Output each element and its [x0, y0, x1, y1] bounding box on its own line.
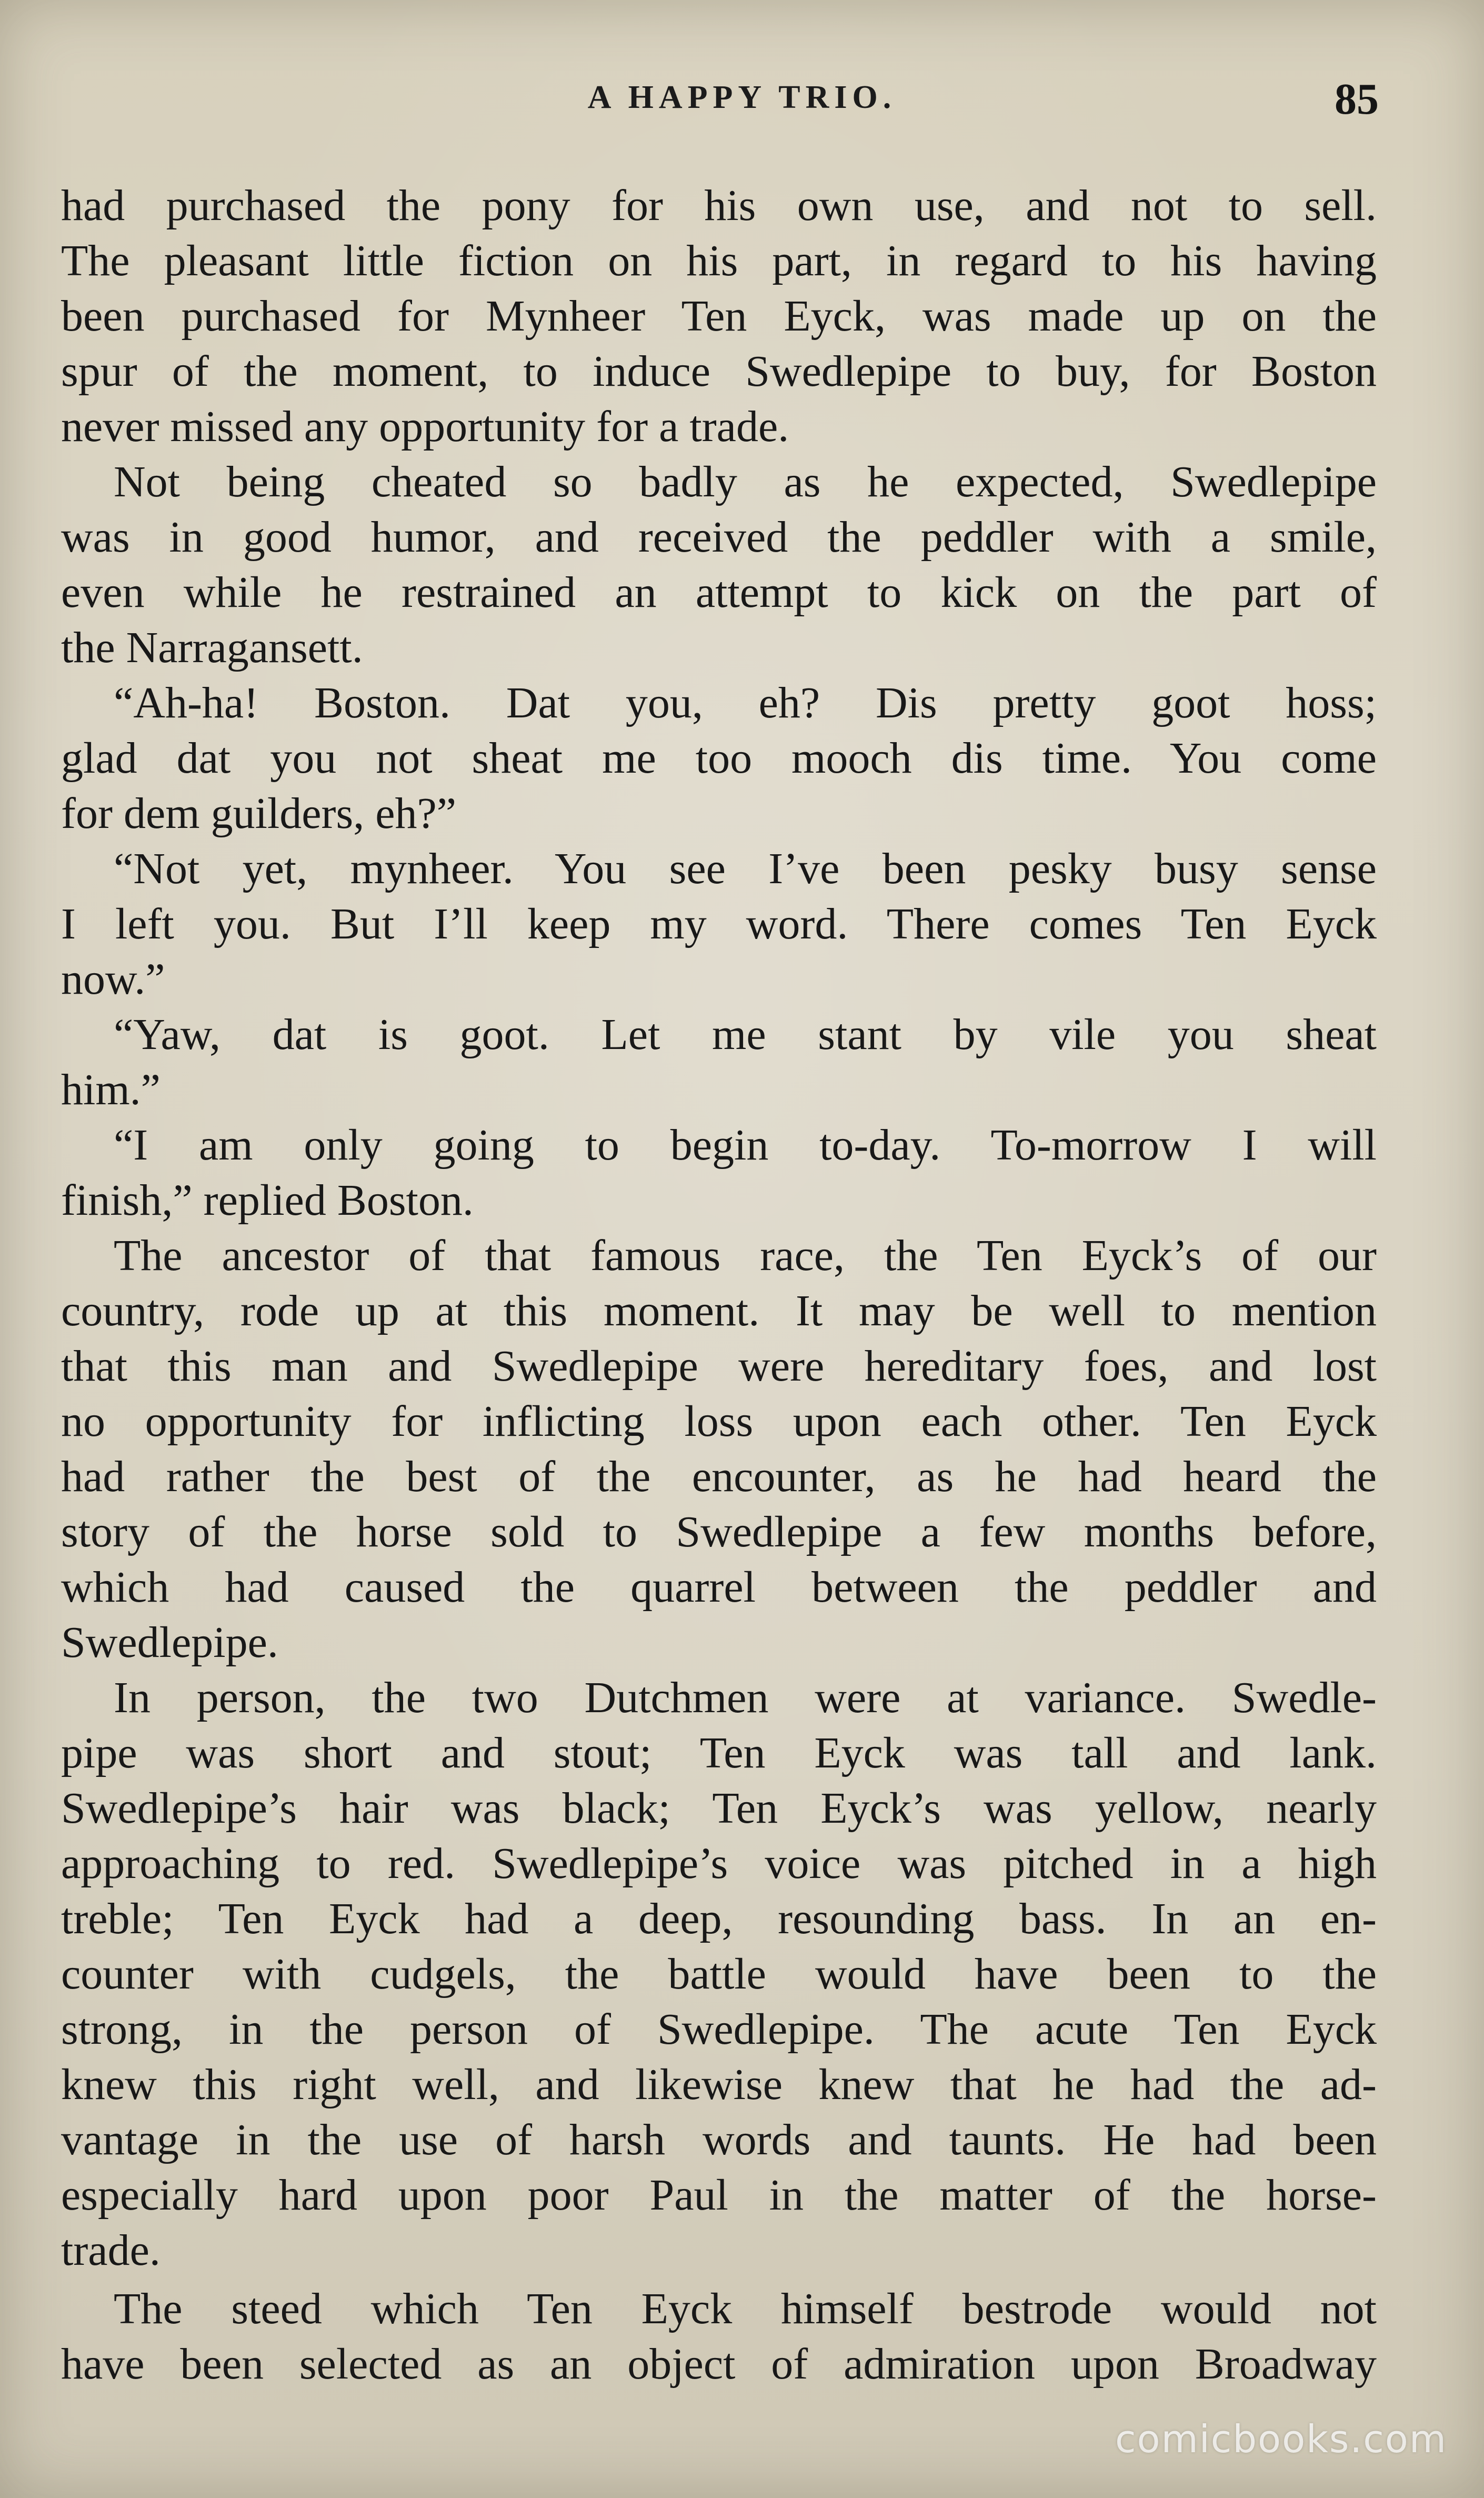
- text-line: The pleasant little fiction on his part, in regard to his having: [61, 236, 1377, 285]
- text-line: “I am only going to begin to-day. To-morrow I will: [114, 1121, 1377, 1170]
- text-line: been purchased for Mynheer Ten Eyck, was made up on the: [61, 292, 1377, 341]
- text-line: spur of the moment, to induce Swedlepipe to buy, for Boston: [61, 347, 1377, 396]
- text-line: trade.: [61, 2226, 161, 2275]
- text-line: was in good humor, and received the peddler with a smile,: [61, 513, 1377, 562]
- running-head: A HAPPY TRIO.: [587, 79, 897, 115]
- body-text: [61, 178, 1377, 2392]
- text-line: strong, in the person of Swedlepipe. The acute Ten Eyck: [61, 2005, 1377, 2054]
- text-line: now.”: [61, 955, 165, 1004]
- text-line: counter with cudgels, the battle would have been to the: [61, 1950, 1377, 1999]
- text-line: pipe was short and stout; Ten Eyck was tall and lank.: [61, 1728, 1377, 1777]
- text-line: “Ah-ha! Boston. Dat you, eh? Dis pretty goot hoss;: [114, 678, 1377, 727]
- text-line: especially hard upon poor Paul in the matter of the horse-: [61, 2171, 1377, 2220]
- text-line: The steed which Ten Eyck himself bestrode would not: [114, 2284, 1377, 2333]
- text-line: for dem guilders, eh?”: [61, 789, 457, 838]
- text-line: “Not yet, mynheer. You see I’ve been pesky busy sense: [114, 844, 1377, 893]
- text-line: knew this right well, and likewise knew that he had the ad-: [61, 2060, 1377, 2109]
- text-line: even while he restrained an attempt to kick on the part of: [61, 568, 1377, 617]
- text-line: vantage in the use of harsh words and taunts. He had been: [61, 2115, 1377, 2164]
- text-line: glad dat you not sheat me too mooch dis time. You come: [61, 734, 1377, 783]
- text-line: story of the horse sold to Swedlepipe a few months before,: [61, 1507, 1377, 1556]
- page-header: [0, 75, 1484, 126]
- text-line: had rather the best of the encounter, as he had heard the: [61, 1452, 1377, 1501]
- text-line: I left you. But I’ll keep my word. There comes Ten Eyck: [61, 900, 1377, 948]
- text-line: the Narragansett.: [61, 623, 363, 672]
- text-line: Not being cheated so badly as he expected, Swedlepipe: [114, 457, 1377, 506]
- watermark: comicbooks.com: [1115, 2417, 1447, 2461]
- text-line: have been selected as an object of admiration upon Broadway: [61, 2340, 1377, 2389]
- text-line: country, rode up at this moment. It may be well to mention: [61, 1286, 1377, 1335]
- text-line: The ancestor of that famous race, the Ten Eyck’s of our: [114, 1231, 1377, 1280]
- text-line: never missed any opportunity for a trade.: [61, 402, 789, 451]
- text-line: In person, the two Dutchmen were at variance. Swedle-: [114, 1673, 1377, 1722]
- text-line: finish,” replied Boston.: [61, 1176, 474, 1225]
- text-line: him.”: [61, 1065, 161, 1114]
- text-line: had purchased the pony for his own use, and not to sell.: [61, 181, 1377, 230]
- text-line: that this man and Swedlepipe were hereditary foes, and lost: [61, 1342, 1377, 1391]
- text-line: “Yaw, dat is goot. Let me stant by vile you sheat: [114, 1010, 1377, 1059]
- text-line: approaching to red. Swedlepipe’s voice was pitched in a high: [61, 1839, 1377, 1888]
- text-line: no opportunity for inflicting loss upon each other. Ten Eyck: [61, 1397, 1377, 1446]
- text-line: Swedlepipe.: [61, 1618, 278, 1667]
- page-number: 85: [1335, 75, 1379, 124]
- text-line: treble; Ten Eyck had a deep, resounding bass. In an en-: [61, 1894, 1377, 1943]
- text-line: Swedlepipe’s hair was black; Ten Eyck’s was yellow, nearly: [61, 1784, 1377, 1833]
- text-line: which had caused the quarrel between the peddler and: [61, 1563, 1377, 1612]
